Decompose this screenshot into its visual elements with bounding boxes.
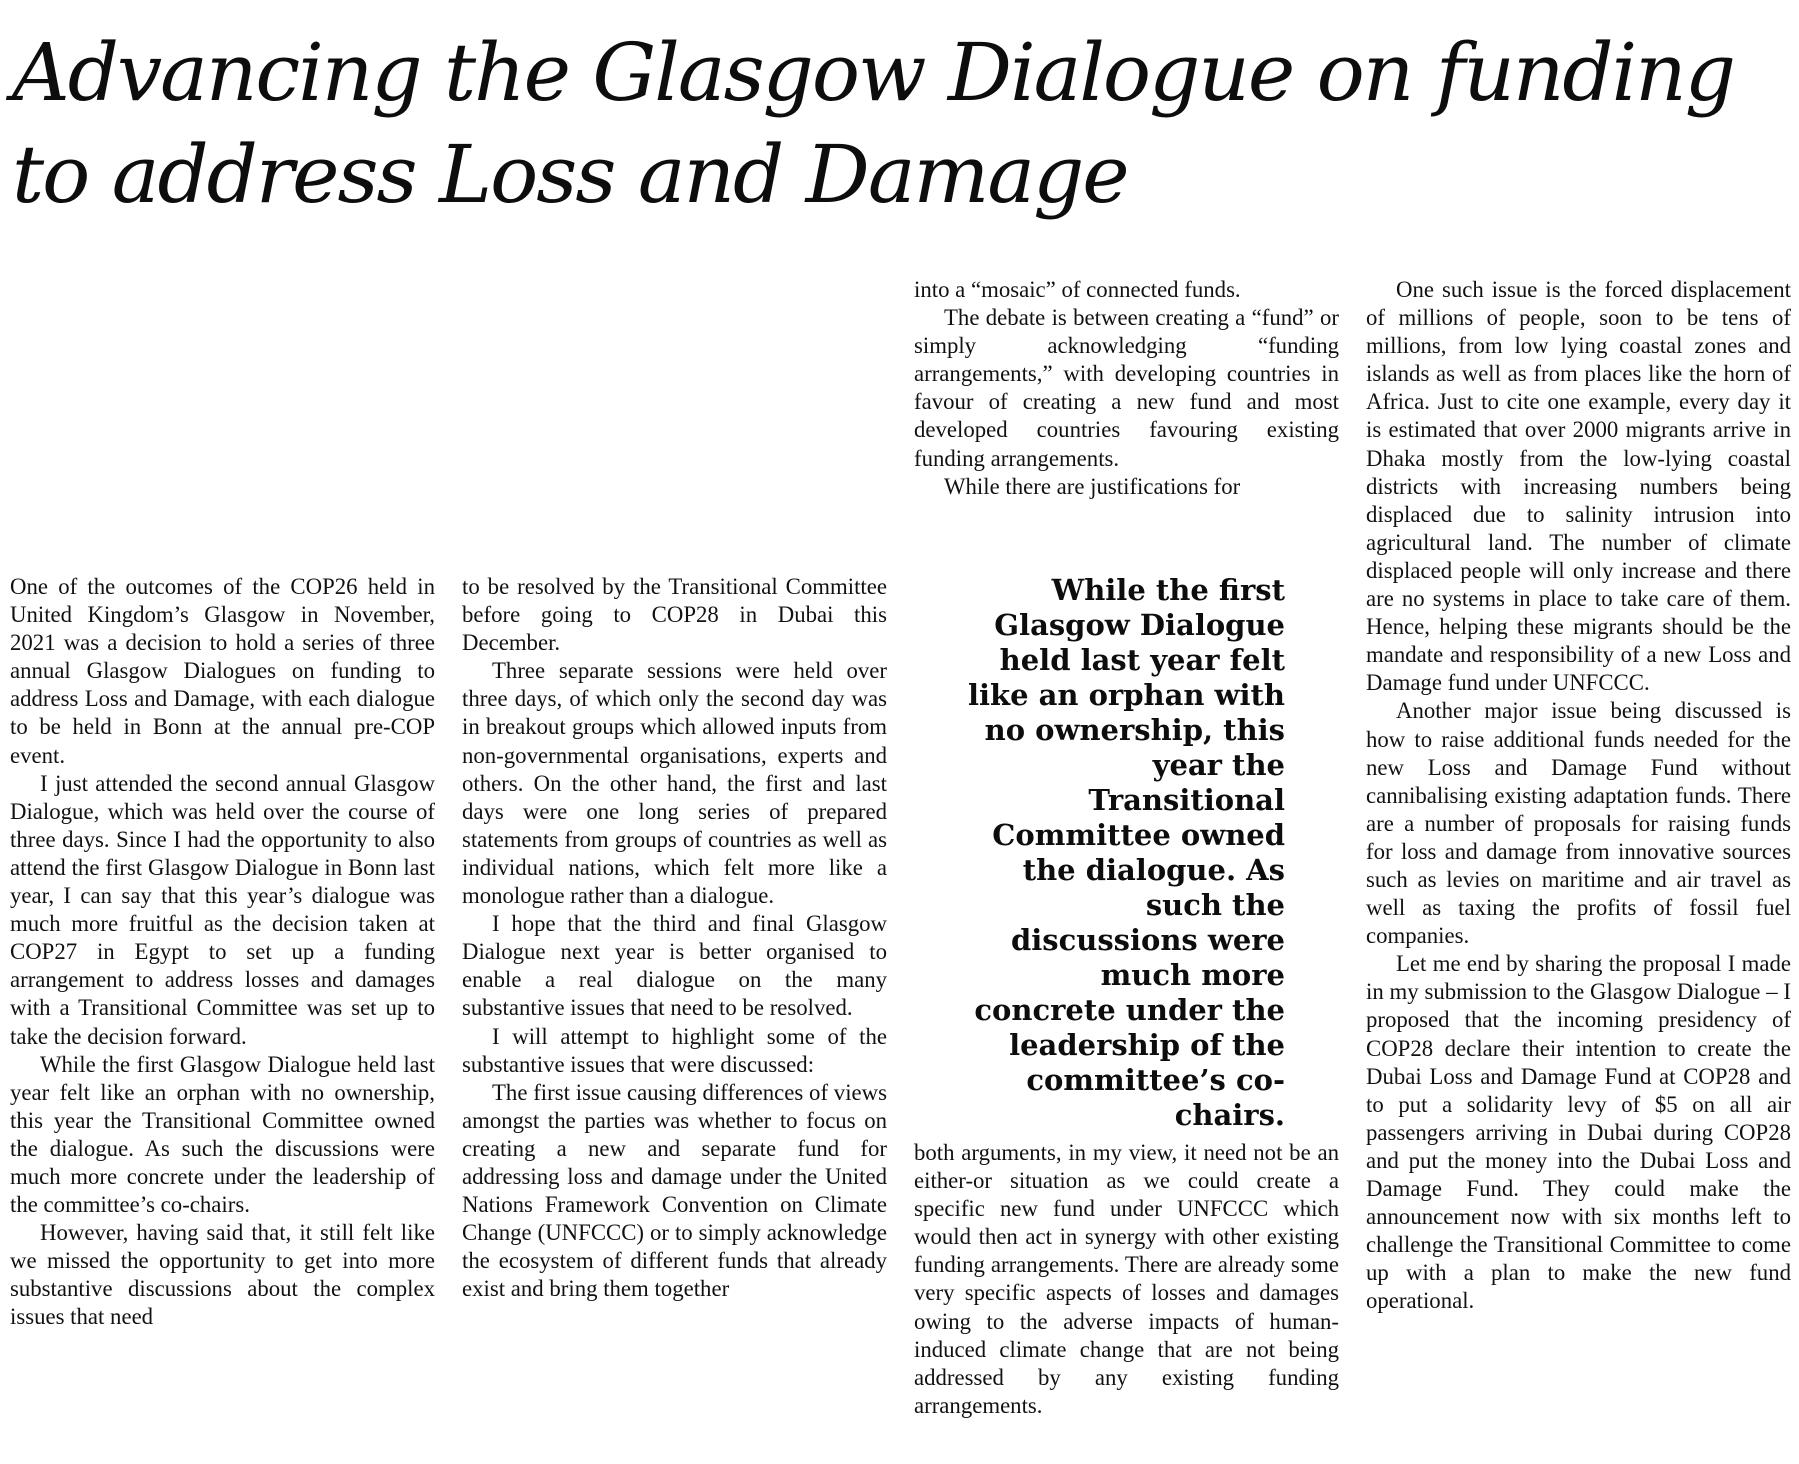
paragraph: The first issue causing differences of views amongst the parties was whether to focus on creating a new and separate fund for addressing loss and damage under the United Nations Framework Convention on Climate Change (UNFCCC) or to simply acknowledge the ecosystem of different funds that already exist and bring them together [462,1079,887,1302]
paragraph: However, having said that, it still felt like we missed the opportunity to get into more substantive discussions about the complex issues that need [10,1220,435,1330]
article-column-1 [10,573,435,1332]
paragraph: to be resolved by the Transitional Committee before going to COP28 in Dubai this December. [462,574,887,656]
paragraph: One such issue is the forced displacement of millions of people, soon to be tens of millions, from low lying coastal zones and islands as well as from places like the horn of Africa. Just to cite one example, every day it is estimated that over 2000 migrants arrive in Dhaka mostly from the low-lying coastal districts with increasing numbers being displaced due to salinity intrusion into agricultural land. The number of climate displaced people will only increase and there are no systems in place to take care of them. Hence, helping these migrants should be the mandate and responsibility of a new Loss and Damage fund under UNFCCC. [1366,277,1791,696]
paragraph: Let me end by sharing the proposal I made in my submission to the Glasgow Dialogue – I proposed that the incoming presidency of COP28 declare their intention to create the Dubai Loss and Damage Fund at COP28 and to put a solidarity levy of $5 on all air passengers arriving in Dubai during COP28 and put the money into the Dubai Loss and Damage Fund. They could make the announcement now with six months left to challenge the Transitional Committee to come up with a plan to make the new fund operational. [1366,951,1791,1314]
paragraph: Another major issue being discussed is how to raise additional funds needed for the new Loss and Damage Fund without cannibalising existing adaptation funds. There are a number of proposals for raising funds for loss and damage from innovative sources such as levies on maritime and air travel as well as taxing the profits of fossil fuel companies. [1366,698,1791,949]
paragraph: I hope that the third and final Glasgow Dialogue next year is better organised to enable a real dialogue on the many substantive issues that need to be resolved. [462,911,887,1021]
headline: Advancing the Glasgow Dialogue on funding to address Loss and Damage [12,26,1734,221]
paragraph: While the first Glasgow Dialogue held last year felt like an orphan with no ownership, this year the Transitional Committee owned the dialogue. As such the discussions were much more concrete under the leadership of the committee’s co-chairs. [10,1051,435,1218]
pull-quote: While the first Glasgow Dialogue held last year felt like an orphan with no ownership, this year the Transitional Committee owned the dialogue. As such the discussions were much more concrete under the leadership of the committee’s co-chairs. [967,573,1285,1132]
article-column-2 [462,573,887,1303]
paragraph: While there are justifications for [944,473,1241,499]
paragraph: The debate is between creating a “fund” or simply acknowledging “funding arrangements,” with developing countries in favour of creating a new fund and most developed countries favouring existing funding arrangements. [914,305,1339,471]
paragraph: I will attempt to highlight some of the substantive issues that were discussed: [462,1023,887,1077]
article-column-3-bottom [914,1139,1339,1420]
paragraph: both arguments, in my view, it need not be an either-or situation as we could create a specific new fund under UNFCCC which would then act in synergy with other existing funding arrangements. There are already some very specific aspects of losses and damages owing to the adverse impacts of human-induced climate change that are not being addressed by any existing funding arrangements. [914,1140,1339,1418]
paragraph: I just attended the second annual Glasgow Dialogue, which was held over the course of three days. Since I had the opportunity to also attend the first Glasgow Dialogue in Bonn last year, I can say that this year’s dialogue was much more fruitful as the decision taken at COP27 in Egypt to set up a funding arrangement to address losses and damages with a Transitional Committee was set up to take the decision forward. [10,770,435,1049]
paragraph: into a “mosaic” of connected funds. [914,277,1241,302]
article-column-4 [1366,276,1791,1315]
paragraph: One of the outcomes of the COP26 held in United Kingdom’s Glasgow in November, 2021 was a decision to hold a series of three annual Glasgow Dialogues on funding to address Loss and Damage, with each dialogue to be held in Bonn at the annual pre-COP event. [10,574,435,768]
article-column-3-top [914,276,1339,501]
paragraph: Three separate sessions were held over three days, of which only the second day was in breakout groups which allowed inputs from non-governmental organisations, experts and others. On the other hand, the first and last days were one long series of prepared statements from groups of countries as well as individual nations, which felt more like a monologue rather than a dialogue. [462,658,887,909]
